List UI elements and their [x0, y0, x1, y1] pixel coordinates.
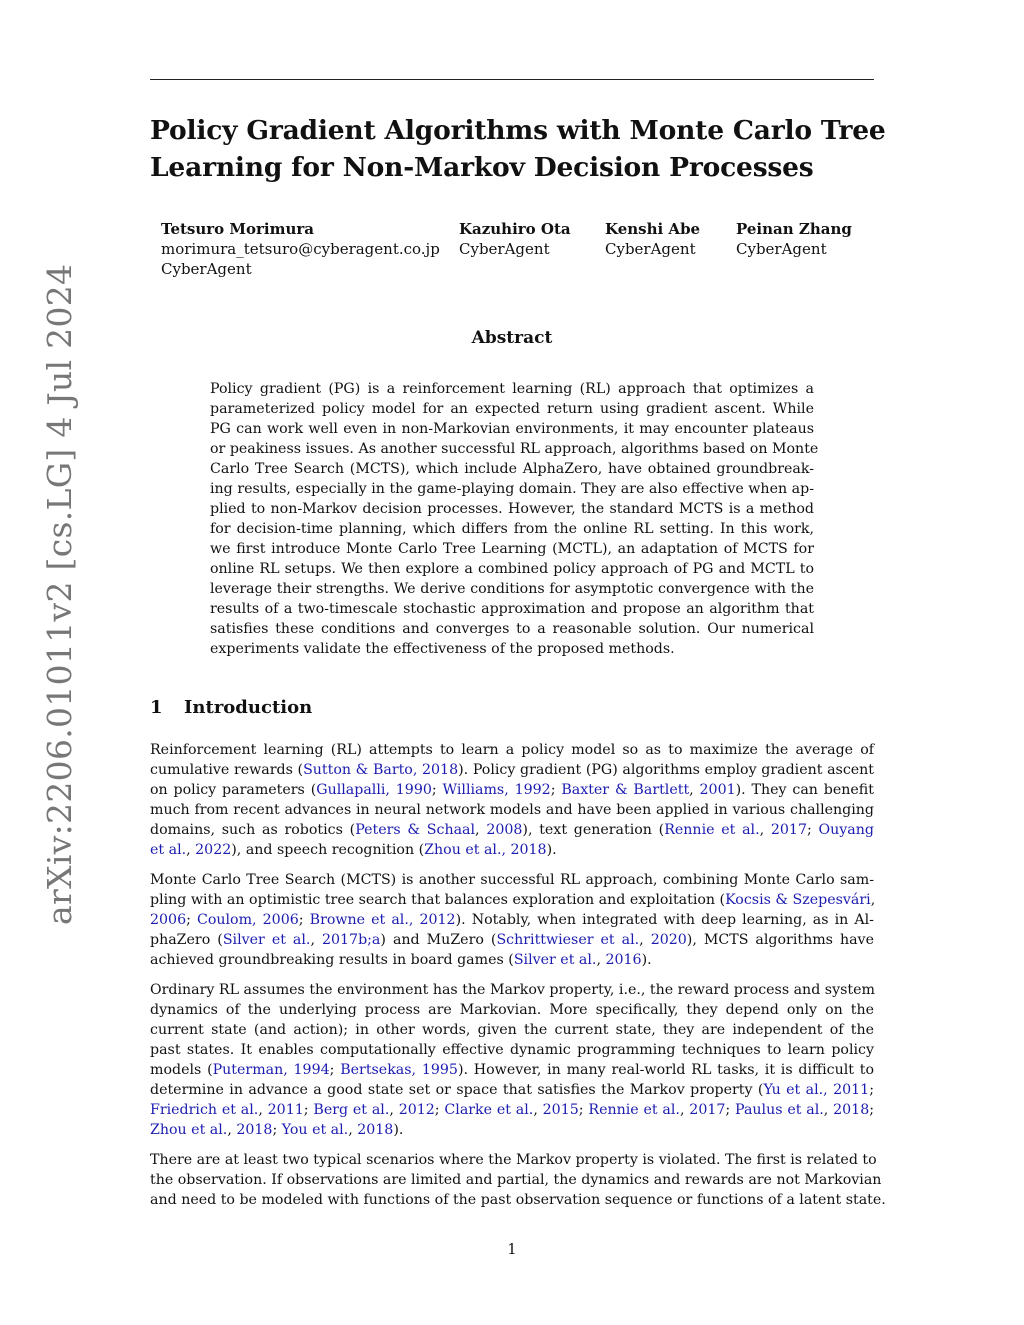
text-line — [150, 780, 874, 800]
text-line — [150, 910, 874, 930]
citation-link[interactable]: Coulom, 2006 — [196, 912, 299, 928]
author-email[interactable]: morimura_tetsuro@cyberagent.co.jp — [161, 240, 440, 258]
text-line — [150, 1020, 874, 1040]
text-segment: ; — [869, 1082, 874, 1098]
citation-link[interactable]: Silver et al. — [513, 952, 597, 968]
abstract-line: online RL setups. We then explore a combined policy approach of PG and MCTL to — [210, 561, 814, 577]
citation-link[interactable]: Zhou et al. — [150, 1122, 228, 1138]
citation-link[interactable]: 2017 — [689, 1102, 726, 1118]
text-segment: ). They can benefit — [735, 782, 874, 798]
text-segment: much from recent advances in neural network models and have been applied in various challenging — [150, 802, 874, 818]
abstract-line: Carlo Tree Search (MCTS), which include AlphaZero, have obtained groundbreak- — [210, 461, 814, 477]
citation-link[interactable]: Gullapalli, 1990 — [316, 782, 432, 798]
text-segment: phaZero ( — [150, 932, 223, 948]
citation-link[interactable]: 2012 — [398, 1102, 435, 1118]
text-line — [150, 1100, 874, 1120]
intro-paragraph-4 — [150, 1150, 886, 1210]
text-line — [150, 950, 874, 970]
text-segment: , — [389, 1102, 399, 1118]
citation-link[interactable]: 2022 — [195, 842, 232, 858]
text-line — [150, 870, 874, 890]
text-segment: ; — [329, 1062, 341, 1078]
text-segment: domains, such as robotics ( — [150, 822, 356, 838]
text-segment: current state (and action); in other words, given the current state, they are independent of the — [150, 1022, 874, 1038]
text-line — [150, 800, 874, 820]
text-line — [150, 1040, 874, 1060]
text-segment: , — [186, 842, 196, 858]
abstract-line: or peakiness issues. As another successful RL approach, algorithms based on Monte — [210, 441, 819, 457]
text-segment: models ( — [150, 1062, 213, 1078]
text-segment: , — [639, 932, 651, 948]
citation-link[interactable]: Yu et al., 2011 — [763, 1082, 870, 1098]
text-segment: ). Policy gradient (PG) algorithms employ gradient ascent — [458, 762, 875, 778]
abstract-heading: Abstract — [471, 328, 553, 348]
intro-paragraph-3 — [150, 980, 874, 1140]
text-line — [150, 1150, 877, 1170]
citation-link[interactable]: Baxter & Bartlett — [561, 782, 690, 798]
text-segment: , — [310, 932, 322, 948]
abstract-line: leverage their strengths. We derive conditions for asymptotic convergence with the — [210, 581, 814, 597]
text-segment: , — [533, 1102, 543, 1118]
citation-link[interactable]: 2018 — [357, 1122, 394, 1138]
citation-link[interactable]: Peters & Schaal — [355, 822, 476, 838]
text-segment: , — [227, 1122, 237, 1138]
citation-link[interactable]: 2020 — [650, 932, 687, 948]
abstract-line: satisfies these conditions and converges to a reasonable solution. Our numerical — [210, 621, 814, 637]
intro-paragraph-2 — [150, 870, 874, 970]
text-segment: Ordinary RL assumes the environment has the Markov property, i.e., the reward process and system — [150, 982, 875, 998]
text-segment: ), and speech recognition ( — [231, 842, 425, 858]
citation-link[interactable]: 2018 — [833, 1102, 870, 1118]
text-segment: ; — [303, 1102, 314, 1118]
section-heading-introduction — [150, 697, 312, 718]
abstract-line: experiments validate the effectiveness of the proposed methods. — [210, 641, 675, 657]
text-segment: Monte Carlo Tree Search (MCTS) is another successful RL approach, combining Monte Carlo sam- — [150, 872, 874, 888]
citation-link[interactable]: 2017 — [770, 822, 807, 838]
citation-link[interactable]: 2016 — [605, 952, 642, 968]
abstract-line: PG can work well even in non-Markovian environments, it may encounter plateaus — [210, 421, 814, 437]
citation-link[interactable]: 2017b;a — [321, 932, 381, 948]
text-segment: , — [870, 892, 876, 908]
abstract-line: ing results, especially in the game-playing domain. They are also effective when ap- — [210, 481, 814, 497]
text-segment: pling with an optimistic tree search that balances exploration and exploitation ( — [150, 892, 726, 908]
text-segment: past states. It enables computationally effective dynamic programming techniques to learn policy — [150, 1042, 874, 1058]
text-segment: , — [348, 1122, 358, 1138]
text-segment: the observation. If observations are limited and partial, the dynamics and rewards are not Markovian — [150, 1172, 882, 1188]
citation-link[interactable]: Williams, 1992 — [442, 782, 551, 798]
author-affiliation: CyberAgent — [161, 260, 252, 278]
text-segment: ; — [806, 822, 819, 838]
text-segment: achieved groundbreaking results in board games ( — [150, 952, 514, 968]
text-segment: , — [679, 1102, 690, 1118]
text-segment: ). However, in many real-world RL tasks, it is difficult to — [457, 1062, 874, 1078]
citation-link[interactable]: 2015 — [542, 1102, 579, 1118]
citation-link[interactable]: 2011 — [267, 1102, 304, 1118]
citation-link[interactable]: Friedrich et al. — [150, 1102, 259, 1118]
text-segment: There are at least two typical scenarios where the Markov property is violated. The first is related to — [150, 1152, 877, 1168]
abstract-line: Policy gradient (PG) is a reinforcement learning (RL) approach that optimizes a — [210, 381, 814, 397]
text-segment: ; — [431, 782, 443, 798]
text-segment: ). Notably, when integrated with deep learning, as in Al- — [455, 912, 874, 928]
text-line — [150, 1060, 874, 1080]
text-segment: ; — [186, 912, 197, 928]
text-segment: determine in advance a good state set or space that satisfies the Markov property ( — [150, 1082, 764, 1098]
citation-link[interactable]: Ouyang — [818, 822, 874, 838]
page-number: 1 — [507, 1242, 517, 1258]
text-line — [150, 840, 874, 860]
citation-link[interactable]: Berg et al. — [313, 1102, 390, 1118]
text-line — [150, 1080, 874, 1100]
citation-link[interactable]: 2001 — [699, 782, 736, 798]
citation-link[interactable]: Bertsekas, 1995 — [340, 1062, 458, 1078]
author-affiliation: CyberAgent — [459, 240, 550, 258]
text-line — [150, 1170, 882, 1190]
author-block-morimura — [161, 219, 440, 279]
citation-link[interactable]: Zhou et al., 2018 — [424, 842, 547, 858]
title-line: Learning for Non-Markov Decision Processes — [150, 152, 814, 183]
text-segment: dynamics of the underlying process are Markovian. More specifically, they depend only on the — [150, 1002, 874, 1018]
citation-link[interactable]: Puterman, 1994 — [212, 1062, 330, 1078]
text-segment: cumulative rewards ( — [150, 762, 304, 778]
text-segment: , — [475, 822, 487, 838]
text-segment: ; — [298, 912, 310, 928]
abstract-line: we first introduce Monte Carlo Tree Learning (MCTL), an adaptation of MCTS for — [210, 541, 814, 557]
text-line — [150, 930, 874, 950]
text-segment: and need to be modeled with functions of the past observation sequence or functions of a latent state. — [150, 1192, 886, 1208]
text-segment: ; — [869, 1102, 874, 1118]
citation-link[interactable]: Clarke et al. — [444, 1102, 534, 1118]
text-segment: ; — [434, 1102, 445, 1118]
abstract-line: parameterized policy model for an expected return using gradient ascent. While — [210, 401, 814, 417]
author-name: Peinan Zhang — [736, 220, 852, 238]
intro-paragraph-1 — [150, 740, 874, 860]
text-line — [150, 1120, 874, 1140]
text-line — [150, 740, 874, 760]
text-segment: ). — [393, 1122, 404, 1138]
author-affiliation: CyberAgent — [605, 240, 696, 258]
author-affiliation: CyberAgent — [736, 240, 827, 258]
author-block-ota — [459, 219, 571, 259]
citation-link[interactable]: 2006 — [150, 912, 187, 928]
abstract-body — [210, 379, 819, 659]
abstract-line: for decision-time planning, which differs from the online RL setting. In this work, — [210, 521, 814, 537]
author-block-abe — [605, 219, 700, 259]
section-title: Introduction — [184, 697, 313, 718]
text-segment: ; — [550, 782, 562, 798]
abstract-line: plied to non-Markov decision processes. However, the standard MCTS is a method — [210, 501, 814, 517]
text-segment: , — [689, 782, 700, 798]
citation-link[interactable]: Kocsis & Szepesvári — [725, 892, 871, 908]
citation-link[interactable]: You et al. — [281, 1122, 349, 1138]
text-line — [150, 1000, 874, 1020]
text-segment: , — [258, 1102, 268, 1118]
paper-title — [150, 112, 890, 186]
text-segment: ), MCTS algorithms have — [686, 932, 874, 948]
section-number: 1 — [150, 697, 163, 718]
text-line — [150, 760, 874, 780]
text-segment: Reinforcement learning (RL) attempts to learn a policy model so as to maximize the average of — [150, 742, 874, 758]
text-segment: , — [759, 822, 771, 838]
citation-link[interactable]: Rennie et al. — [588, 1102, 680, 1118]
arxiv-identifier-stamp: arXiv:2206.01011v2 [cs.LG] 4 Jul 2024 — [40, 263, 79, 925]
citation-link[interactable]: 2008 — [486, 822, 523, 838]
text-segment: ; — [272, 1122, 282, 1138]
text-line — [150, 1190, 886, 1210]
abstract-line: results of a two-timescale stochastic approximation and propose an algorithm that — [210, 601, 814, 617]
author-name: Kazuhiro Ota — [459, 220, 571, 238]
text-segment: ; — [725, 1102, 736, 1118]
text-line — [150, 890, 874, 910]
author-name: Kenshi Abe — [605, 220, 701, 238]
citation-link[interactable]: Sutton & Barto, 2018 — [303, 762, 459, 778]
author-name: Tetsuro Morimura — [161, 220, 315, 238]
text-line — [150, 820, 874, 840]
text-segment: , — [823, 1102, 834, 1118]
text-segment: ; — [578, 1102, 589, 1118]
citation-link[interactable]: Browne et al., 2012 — [309, 912, 456, 928]
text-segment: ). — [546, 842, 557, 858]
top-rule — [150, 79, 874, 80]
text-segment: on policy parameters ( — [150, 782, 317, 798]
author-block-zhang — [736, 219, 852, 259]
text-line — [150, 980, 874, 1000]
citation-link[interactable]: Schrittwieser et al. — [496, 932, 640, 948]
title-line: Policy Gradient Algorithms with Monte Carlo Tree — [150, 115, 886, 146]
citation-link[interactable]: 2018 — [236, 1122, 273, 1138]
citation-link[interactable]: Paulus et al. — [735, 1102, 824, 1118]
citation-link[interactable]: Silver et al. — [222, 932, 311, 948]
citation-link[interactable]: et al. — [150, 842, 187, 858]
citation-link[interactable]: Rennie et al. — [664, 822, 760, 838]
text-segment: ), text generation ( — [522, 822, 665, 838]
text-segment: ). — [641, 952, 652, 968]
text-segment: , — [596, 952, 606, 968]
text-segment: ) and MuZero ( — [380, 932, 497, 948]
